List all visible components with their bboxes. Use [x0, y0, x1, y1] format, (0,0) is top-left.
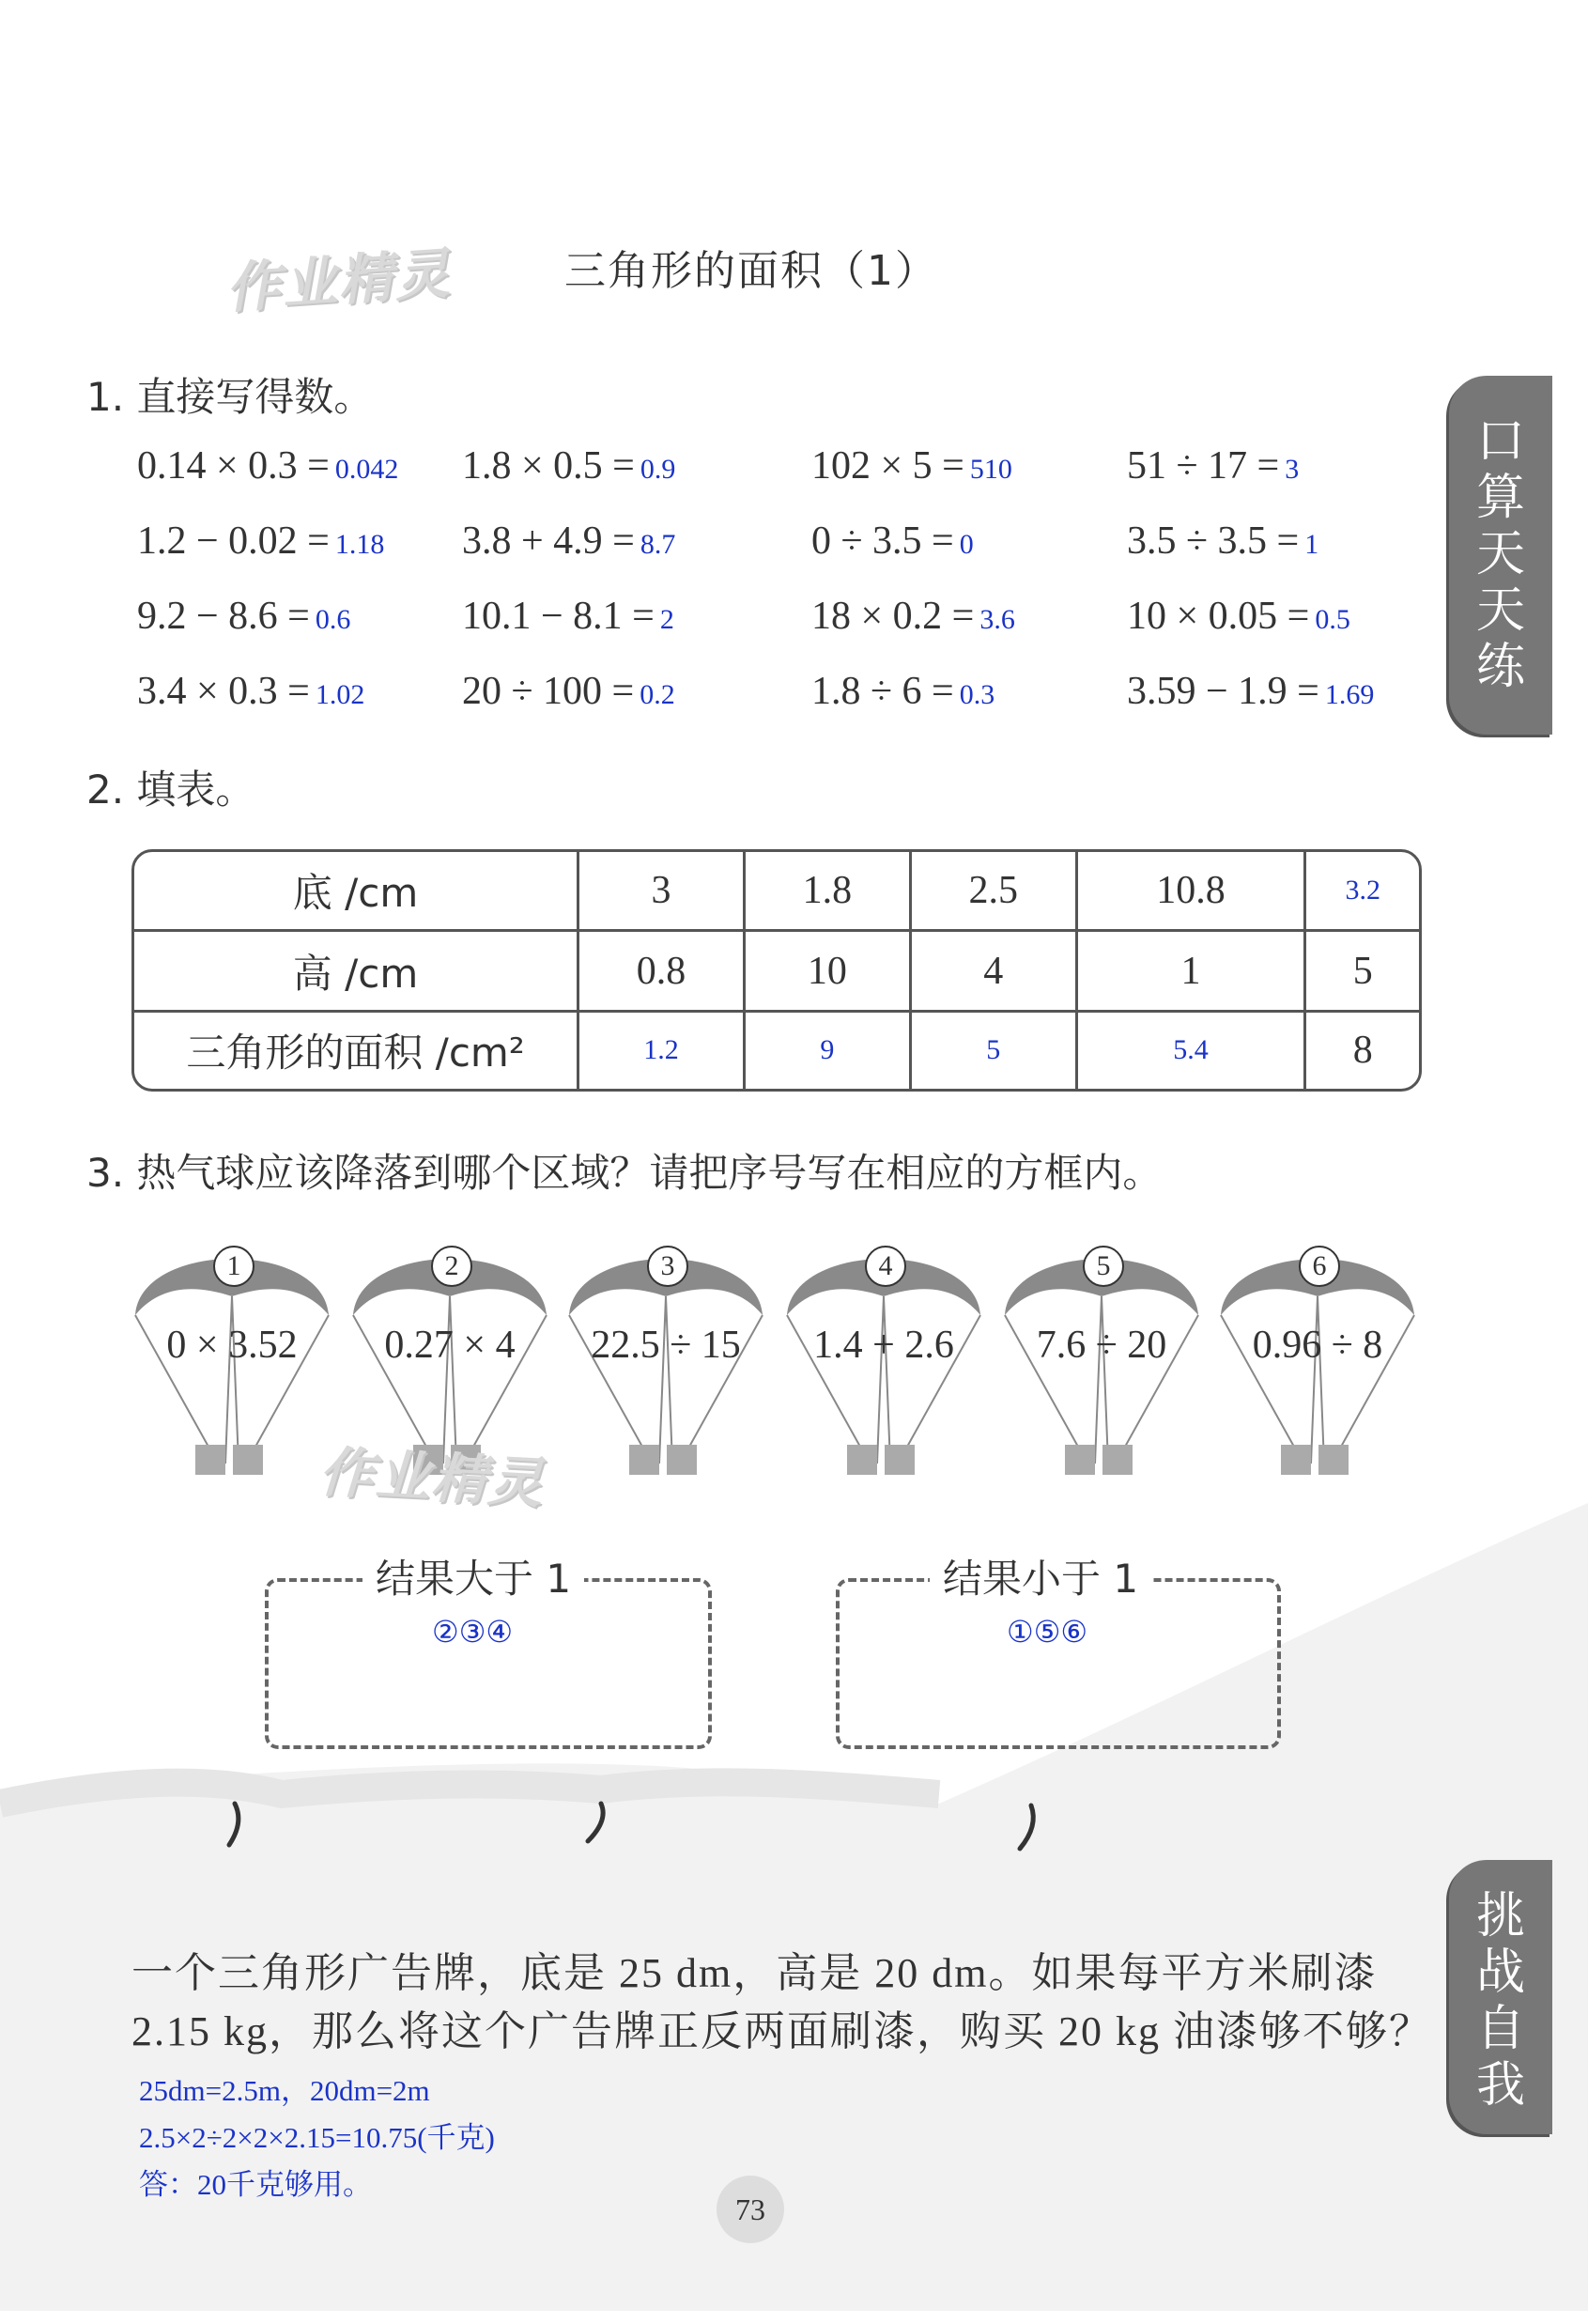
calc-expression: 3.5 ÷ 3.5 = — [1127, 519, 1300, 563]
calc-item — [811, 519, 974, 564]
calc-item — [137, 519, 384, 564]
side-tab-top-label: 口 算 天 天 练 — [1475, 413, 1525, 695]
calc-expression: 3.4 × 0.3 = — [137, 670, 310, 713]
side-tab-challenge — [1449, 1860, 1552, 2134]
calc-item — [1127, 519, 1318, 564]
box-less-answer: ①⑤⑥ — [1007, 1615, 1088, 1649]
area-answer-cell: 9 — [746, 1013, 912, 1089]
calc-item — [137, 443, 398, 488]
page-number: 73 — [717, 2176, 784, 2243]
q2-heading: 2. 填表。 — [86, 767, 255, 813]
balloon-number: 1 — [213, 1246, 254, 1287]
calc-expression: 3.59 − 1.9 = — [1127, 670, 1319, 713]
calc-answer: 510 — [969, 454, 1012, 485]
solution-line: 2.5×2÷2×2×2.15=10.75(千克) — [139, 2121, 495, 2154]
calc-answer: 0 — [959, 529, 974, 560]
balloon-expression: 7.6 ÷ 20 — [1036, 1324, 1167, 1367]
calc-item — [1127, 443, 1299, 488]
area-answer-cell: 5 — [912, 1013, 1078, 1089]
solution-line: 答：20千克够用。 — [139, 2168, 372, 2201]
watermark: 作业精灵 — [317, 1439, 547, 1516]
calc-answer: 8.7 — [640, 529, 676, 560]
calc-answer: 1.69 — [1324, 679, 1375, 710]
balloon-6 — [1217, 1221, 1418, 1475]
calc-expression: 9.2 − 8.6 = — [137, 595, 310, 638]
side-tab-bottom-label: 挑 战 自 我 — [1475, 1888, 1525, 2114]
balloon-number: 5 — [1083, 1246, 1124, 1287]
calc-answer: 0.3 — [959, 679, 995, 710]
base-answer-cell: 3.2 — [1306, 852, 1419, 932]
calc-expression: 18 × 0.2 = — [811, 595, 975, 638]
base-cell: 1.8 — [746, 852, 912, 932]
calc-expression: 51 ÷ 17 = — [1127, 444, 1280, 488]
box-greater-answer: ②③④ — [432, 1615, 514, 1649]
height-cell: 10 — [746, 932, 912, 1012]
calc-item — [811, 669, 994, 714]
balloon-5 — [1001, 1221, 1202, 1475]
base-cell: 3 — [579, 852, 746, 932]
height-cell: 4 — [912, 932, 1078, 1012]
calc-answer: 0.6 — [315, 604, 351, 635]
area-cell: 8 — [1352, 1029, 1373, 1073]
base-cell: 2.5 — [912, 852, 1078, 932]
balloon-expression: 0 × 3.52 — [166, 1324, 298, 1367]
calc-expression: 3.8 + 4.9 = — [462, 519, 635, 563]
calc-answer: 3.6 — [979, 604, 1015, 635]
calc-item — [137, 594, 350, 639]
page-title: 三角形的面积（1） — [564, 247, 938, 295]
q1-heading: 1. 直接写得数。 — [86, 374, 374, 420]
calc-expression: 1.8 × 0.5 = — [462, 444, 635, 488]
calc-expression: 0 ÷ 3.5 = — [811, 519, 954, 563]
balloon-number: 6 — [1299, 1246, 1340, 1287]
calc-answer: 0.9 — [640, 454, 676, 485]
calc-expression: 1.8 ÷ 6 = — [811, 670, 954, 713]
height-cell: 1 — [1078, 932, 1307, 1012]
calc-item — [1127, 594, 1350, 639]
balloon-1 — [131, 1221, 332, 1475]
calc-item — [137, 669, 364, 714]
height-cell: 0.8 — [579, 932, 746, 1012]
calc-answer: 1 — [1304, 529, 1319, 560]
row-head-height: 高 /cm — [134, 932, 579, 1012]
calc-answer: 0.5 — [1315, 604, 1350, 635]
calc-item — [811, 594, 1015, 639]
balloon-expression: 1.4 + 2.6 — [813, 1324, 954, 1367]
calc-item — [811, 443, 1012, 488]
calc-item — [462, 443, 675, 488]
row-head-base: 底 /cm — [134, 852, 579, 932]
balloon-expression: 22.5 ÷ 15 — [591, 1324, 741, 1367]
balloon-number: 3 — [647, 1246, 688, 1287]
watermark: 作业精灵 — [224, 240, 454, 321]
calc-expression: 10 × 0.05 = — [1127, 595, 1310, 638]
calc-item — [462, 519, 675, 564]
area-answer-cell: 1.2 — [579, 1013, 746, 1089]
calc-expression: 1.2 − 0.02 = — [137, 519, 330, 563]
calc-item — [462, 594, 674, 639]
challenge-problem: 一个三角形广告牌，底是 25 dm，高是 20 dm。如果每平方米刷漆 2.15 kg，那么将这个广告牌正反两面刷漆，购买 20 kg 油漆够不够？ — [131, 1950, 1432, 2054]
base-cell: 10.8 — [1078, 852, 1307, 932]
box-greater-label: 结果大于 1 — [362, 1548, 584, 1604]
row-head-area: 三角形的面积 /cm² — [134, 1013, 579, 1089]
calc-answer: 1.02 — [315, 679, 365, 710]
q3-heading: 3. 热气球应该降落到哪个区域？请把序号写在相应的方框内。 — [86, 1150, 1163, 1196]
table-row-base — [134, 852, 1419, 932]
balloon-number: 4 — [865, 1246, 906, 1287]
calc-answer: 1.18 — [334, 529, 385, 560]
table-row-area — [134, 1013, 1419, 1089]
fill-table — [131, 849, 1422, 1092]
area-answer-cell: 5.4 — [1078, 1013, 1307, 1089]
calc-expression: 102 × 5 = — [811, 444, 964, 488]
box-less-label: 结果小于 1 — [930, 1548, 1151, 1604]
calc-answer: 3 — [1285, 454, 1300, 485]
calc-expression: 20 ÷ 100 = — [462, 670, 635, 713]
side-tab-mental-math — [1449, 376, 1552, 735]
balloon-expression: 0.96 ÷ 8 — [1252, 1324, 1383, 1367]
balloon-3 — [565, 1221, 766, 1475]
balloon-number: 2 — [431, 1246, 472, 1287]
calc-answer: 0.2 — [640, 679, 675, 710]
calc-expression: 10.1 − 8.1 = — [462, 595, 655, 638]
table-row-height — [134, 932, 1419, 1012]
calc-item — [462, 669, 675, 714]
calc-expression: 0.14 × 0.3 = — [137, 444, 330, 488]
height-cell: 5 — [1306, 932, 1419, 1012]
balloon-4 — [783, 1221, 984, 1475]
calc-answer: 2 — [659, 604, 674, 635]
calc-answer: 0.042 — [334, 454, 399, 485]
calc-item — [1127, 669, 1374, 714]
solution-line: 25dm=2.5m，20dm=2m — [139, 2074, 430, 2107]
balloon-expression: 0.27 × 4 — [384, 1324, 516, 1367]
